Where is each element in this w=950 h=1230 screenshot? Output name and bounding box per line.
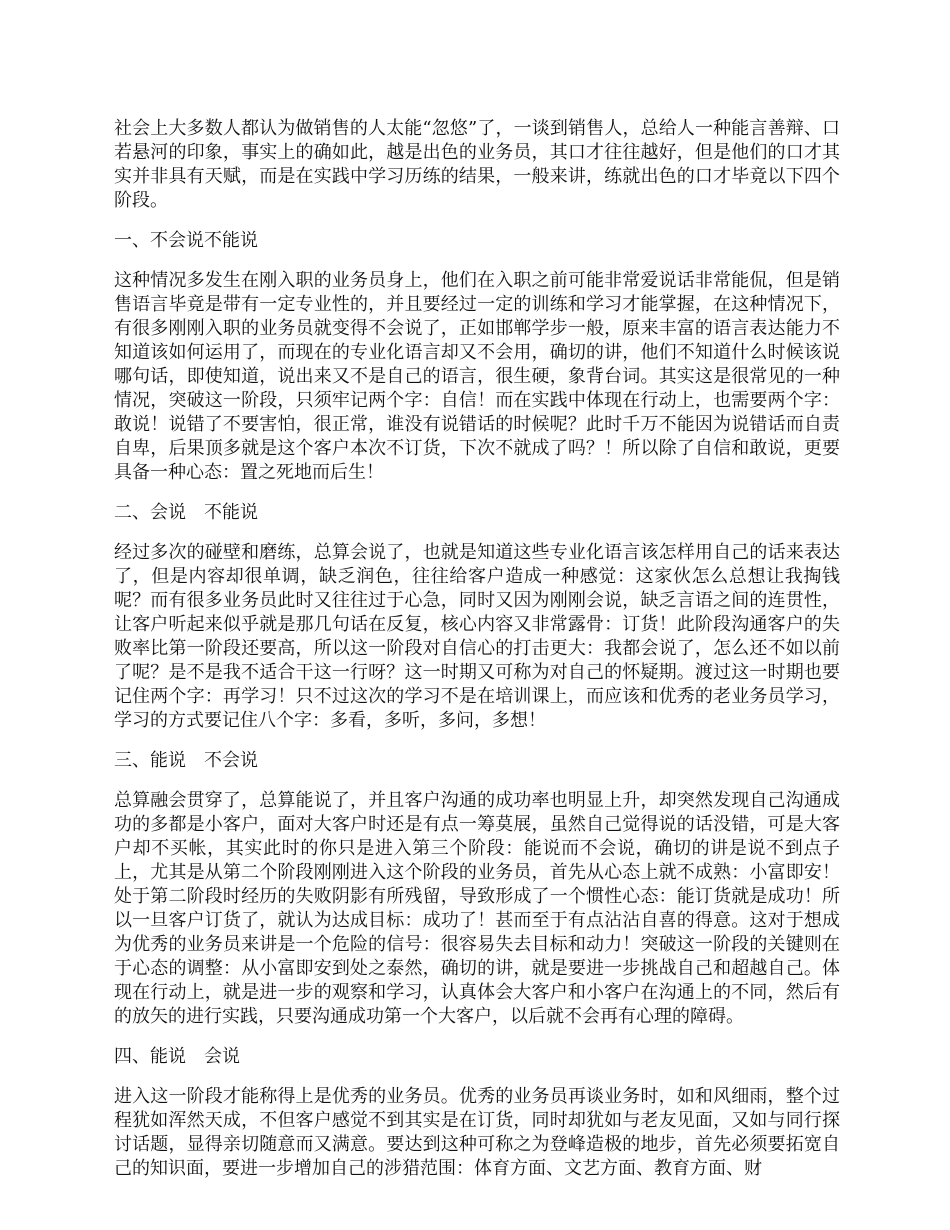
section-heading-1: 一、不会说不能说: [114, 230, 258, 251]
section-heading-3: 三、能说 不会说: [114, 750, 258, 771]
intro-paragraph: 社会上大多数人都认为做销售的人太能“忽悠”了，一谈到销售人，总给人一种能言善辩、口若悬河的印象，事实上的确如此，越是出色的业务员，其口才往往越好，但是他们的口才其实并非具有天赋，而是在实践中学习历练的结果，一般来讲，练就出色的口才毕竟以下四个阶段。: [114, 118, 840, 211]
section-body-1: 这种情况多发生在刚入职的业务员身上，他们在入职之前可能非常爱说话非常能侃，但是销售语言毕竟是带有一定专业性的，并且要经过一定的训练和学习才能掌握，在这种情况下，有很多刚刚入职的业务员就变得不会说了，正如邯郸学步一般，原来丰富的语言表达能力不知道该如何运用了，而现在的专业化语言却又不会用，确切的讲，他们不知道什么时候该说哪句话，即使知道，说出来又不是自己的语言，很生硬，象背台词。其实这是很常见的一种情况，突破这一阶段，只须牢记两个字：自信！而在实践中体现在行动上，也需要两个字：敢说！说错了不要害怕，很正常，谁没有说错话的时候呢？此时千万不能因为说错话而自责自卑，后果顶多就是这个客户本次不订货，下次不就成了吗？！所以除了自信和敢说，更要具备一种心态：置之死地而后生！: [114, 270, 840, 483]
document-page: [114, 117, 840, 1197]
section-heading-2: 二、会说 不能说: [114, 502, 258, 523]
section-body-3: 总算融会贯穿了，总算能说了，并且客户沟通的成功率也明显上升，却突然发现自己沟通成功的多都是小客户，面对大客户时还是有点一筹莫展，虽然自己觉得说的话没错，可是大客户却不买帐，其实此时的你只是进入第三个阶段：能说而不会说，确切的讲是说不到点子上，尤其是从第二个阶段刚刚进入这个阶段的业务员，首先从心态上就不成熟：小富即安！处于第二阶段时经历的失败阴影有所残留，导致形成了一个惯性心态：能订货就是成功！所以一旦客户订货了，就认为达成目标：成功了！甚而至于有点沾沾自喜的得意。这对于想成为优秀的业务员来讲是一个危险的信号：很容易失去目标和动力！突破这一阶段的关键则在于心态的调整：从小富即安到处之泰然，确切的讲，就是要进一步挑战自己和超越自己。体现在行动上，就是进一步的观察和学习，认真体会大客户和小客户在沟通上的不同，然后有的放矢的进行实践，只要沟通成功第一个大客户，以后就不会再有心理的障碍。: [114, 790, 840, 1027]
section-heading-4: 四、能说 会说: [114, 1046, 240, 1067]
section-body-2: 经过多次的碰壁和磨练，总算会说了，也就是知道这些专业化语言该怎样用自己的话来表达了，但是内容却很单调，缺乏润色，往往给客户造成一种感觉：这家伙怎么总想让我掏钱呢？而有很多业务员此时又往往过于心急，同时又因为刚刚会说，缺乏言语之间的连贯性，让客户听起来似乎就是那几句话在反复，核心内容又非常露骨：订货！此阶段沟通客户的失败率比第一阶段还要高，所以这一阶段对自信心的打击更大：我都会说了，怎么还不如以前了呢？是不是我不适合干这一行呀？这一时期又可称为对自己的怀疑期。渡过这一时期也要记住两个字：再学习！只不过这次的学习不是在培训课上，而应该和优秀的老业务员学习，学习的方式要记住八个字：多看，多听，多问，多想！: [114, 542, 840, 731]
section-body-4: 进入这一阶段才能称得上是优秀的业务员。优秀的业务员再谈业务时，如和风细雨，整个过程犹如浑然天成，不但客户感觉不到其实是在订货，同时却犹如与老友见面，又如与同行探讨话题，显得亲切随意而又满意。要达到这种可称之为登峰造极的地步，首先必须要拓宽自己的知识面，要进一步增加自己的涉猎范围：体育方面、文艺方面、教育方面、财: [114, 1086, 840, 1179]
